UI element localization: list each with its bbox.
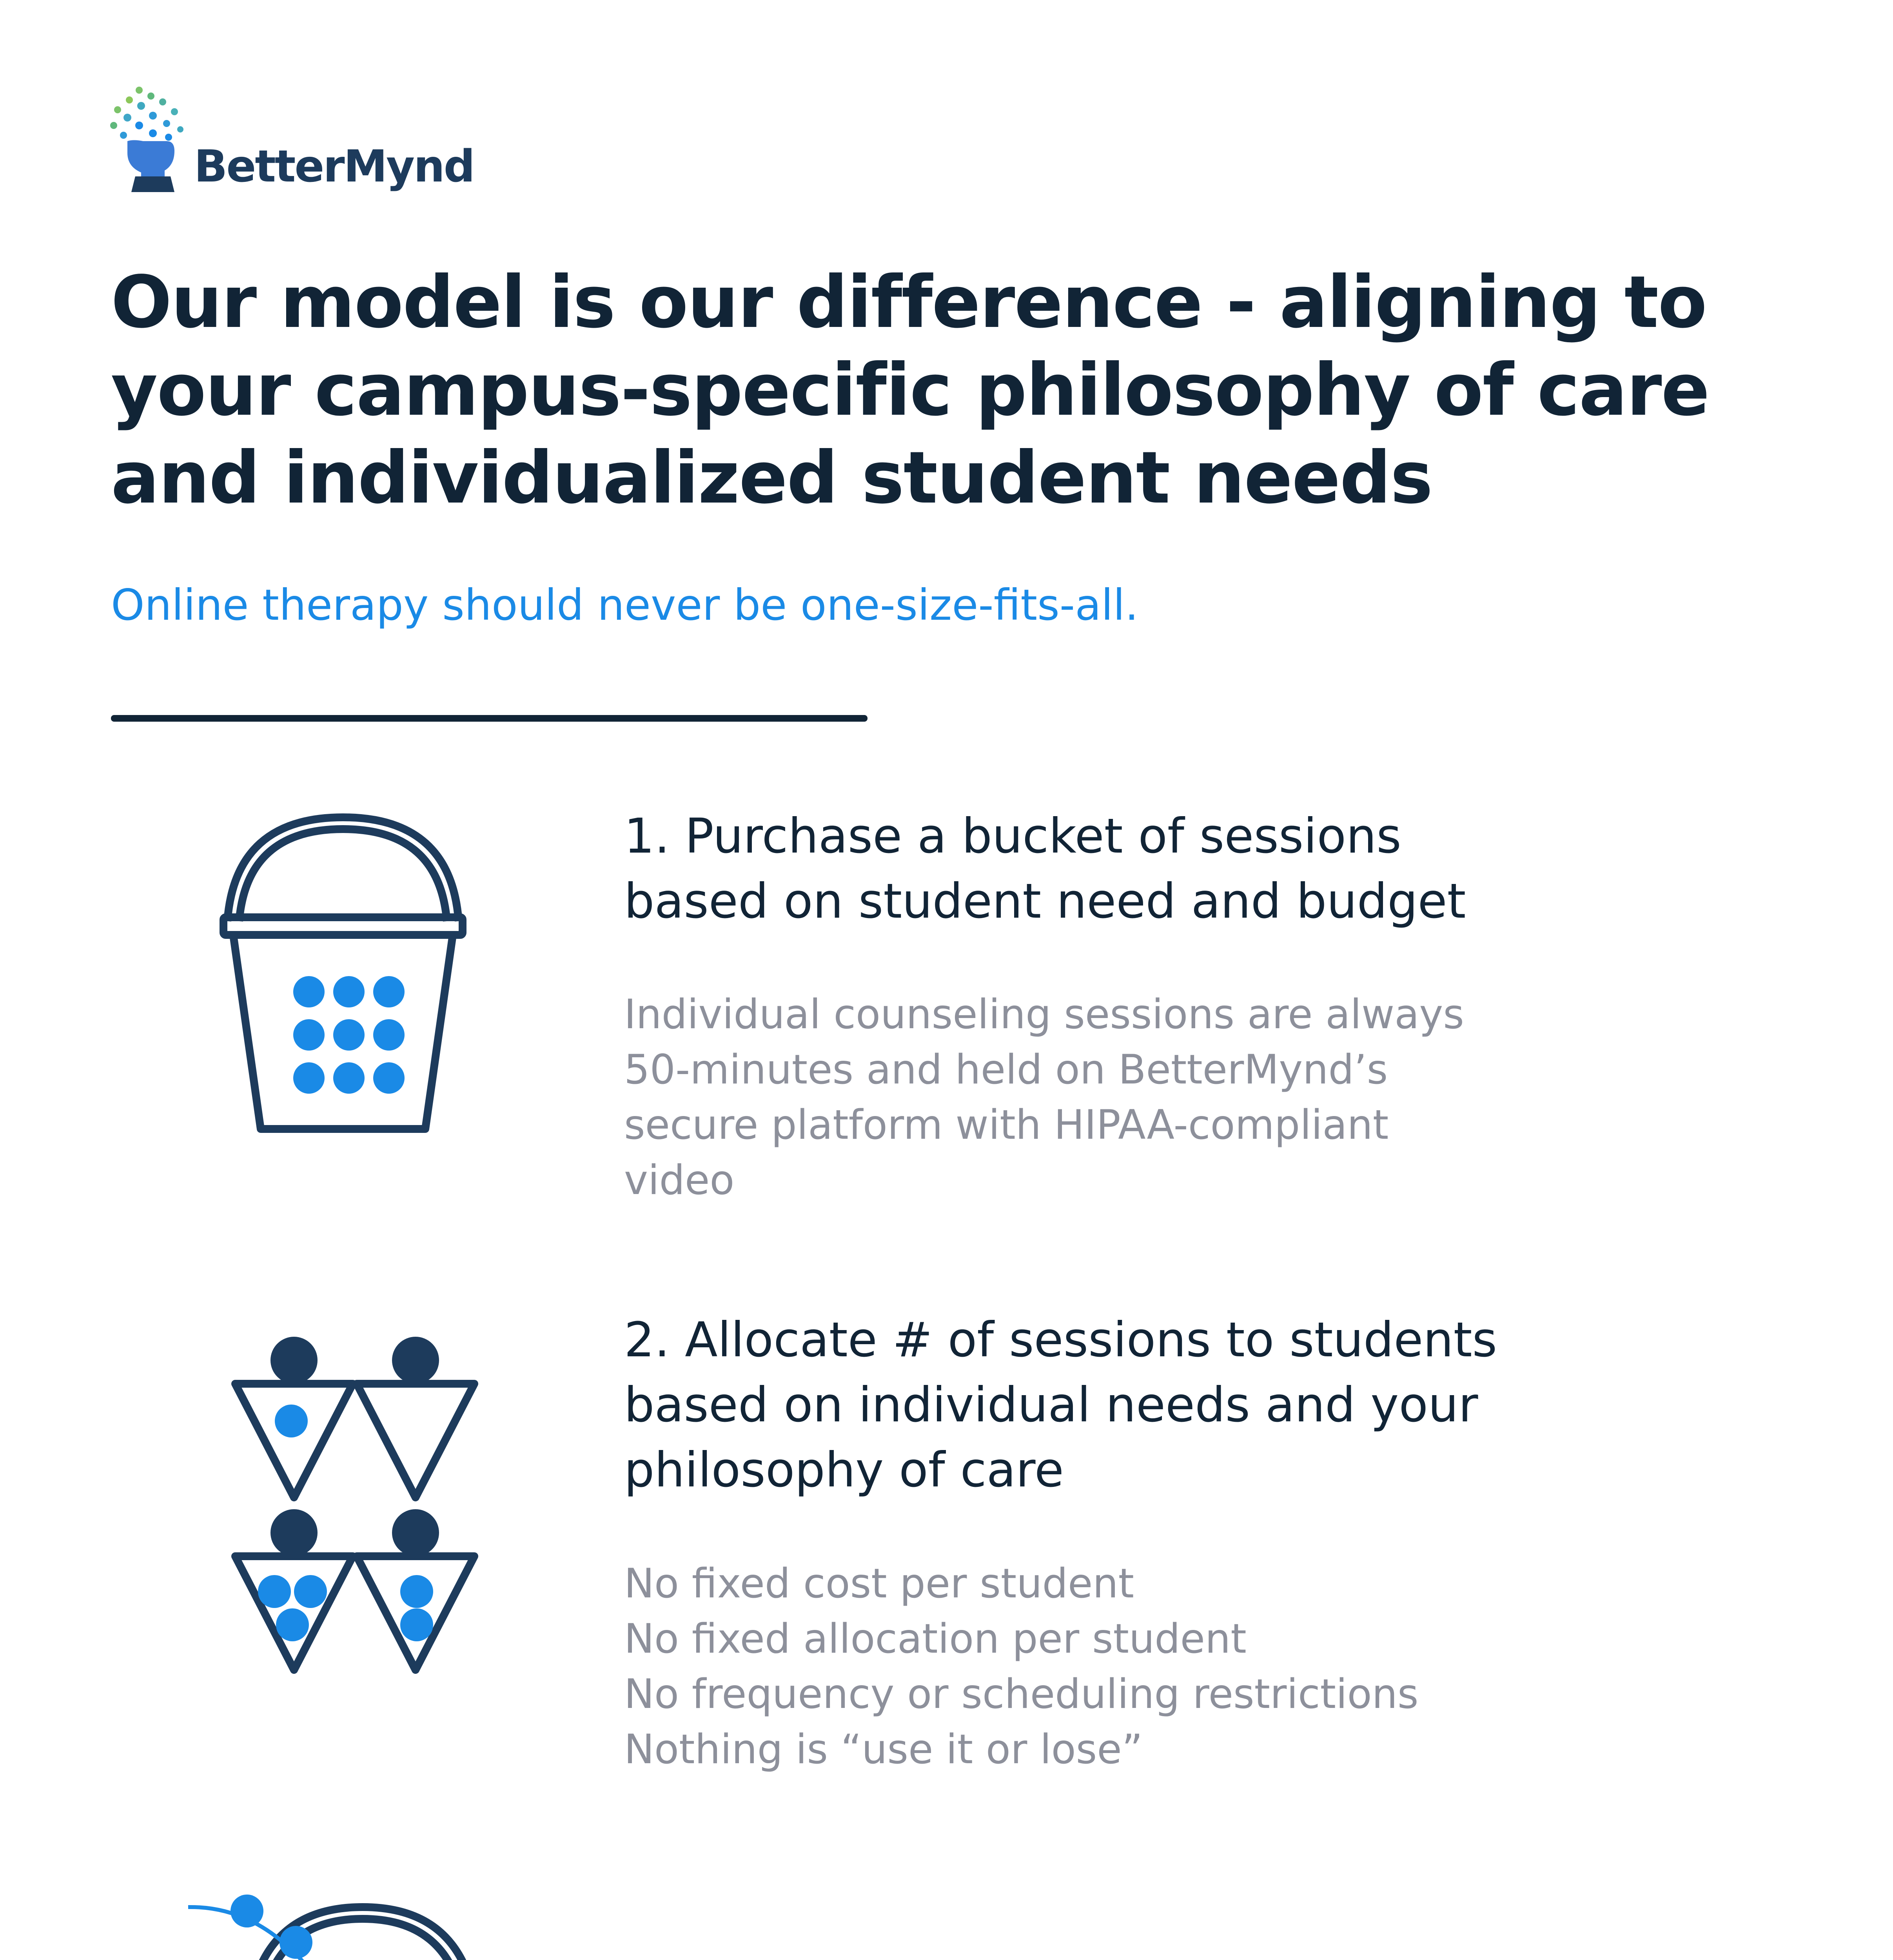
item-body-line: No frequency or scheduling restrictions (624, 1671, 1419, 1718)
item-body-line: secure platform with HIPAA-compliant (624, 1102, 1389, 1149)
page-title (111, 259, 1797, 522)
logo-dots (110, 87, 183, 141)
item-title-line: philosophy of care (624, 1442, 1064, 1498)
item-1-title (624, 804, 1466, 934)
subtitle: Online therapy should never be one-size-fits-all. (111, 580, 1139, 630)
logo-wordmark: BetterMynd (194, 141, 474, 192)
item-title-line: 1. Purchase a bucket of sessions (624, 808, 1401, 864)
item-body-line: 50-minutes and held on BetterMynd’s (624, 1046, 1388, 1093)
students-allocation-icon (220, 1325, 494, 1678)
bucket-with-sessions-icon (212, 800, 486, 1145)
item-title-line: based on student need and budget (624, 873, 1466, 929)
item-body-line: No fixed allocation per student (624, 1615, 1247, 1662)
item-2-body (624, 1556, 1419, 1777)
bucket-rollover-icon (180, 1862, 533, 1960)
item-1-body (624, 987, 1464, 1208)
divider (111, 715, 868, 722)
item-body-line: Nothing is “use it or lose” (624, 1726, 1143, 1773)
title-line: Our model is our difference - aligning to (111, 261, 1706, 344)
item-title-line: 2. Allocate # of sessions to students (624, 1312, 1497, 1368)
title-line: and individualized student needs (111, 436, 1432, 520)
title-line: your campus-specific philosophy of care (111, 348, 1709, 432)
item-body-line: video (624, 1157, 735, 1204)
item-title-line: based on individual needs and your (624, 1377, 1478, 1433)
item-body-line: No fixed cost per student (624, 1560, 1134, 1607)
item-body-line: Individual counseling sessions are always (624, 991, 1464, 1038)
item-2-title (624, 1307, 1497, 1503)
